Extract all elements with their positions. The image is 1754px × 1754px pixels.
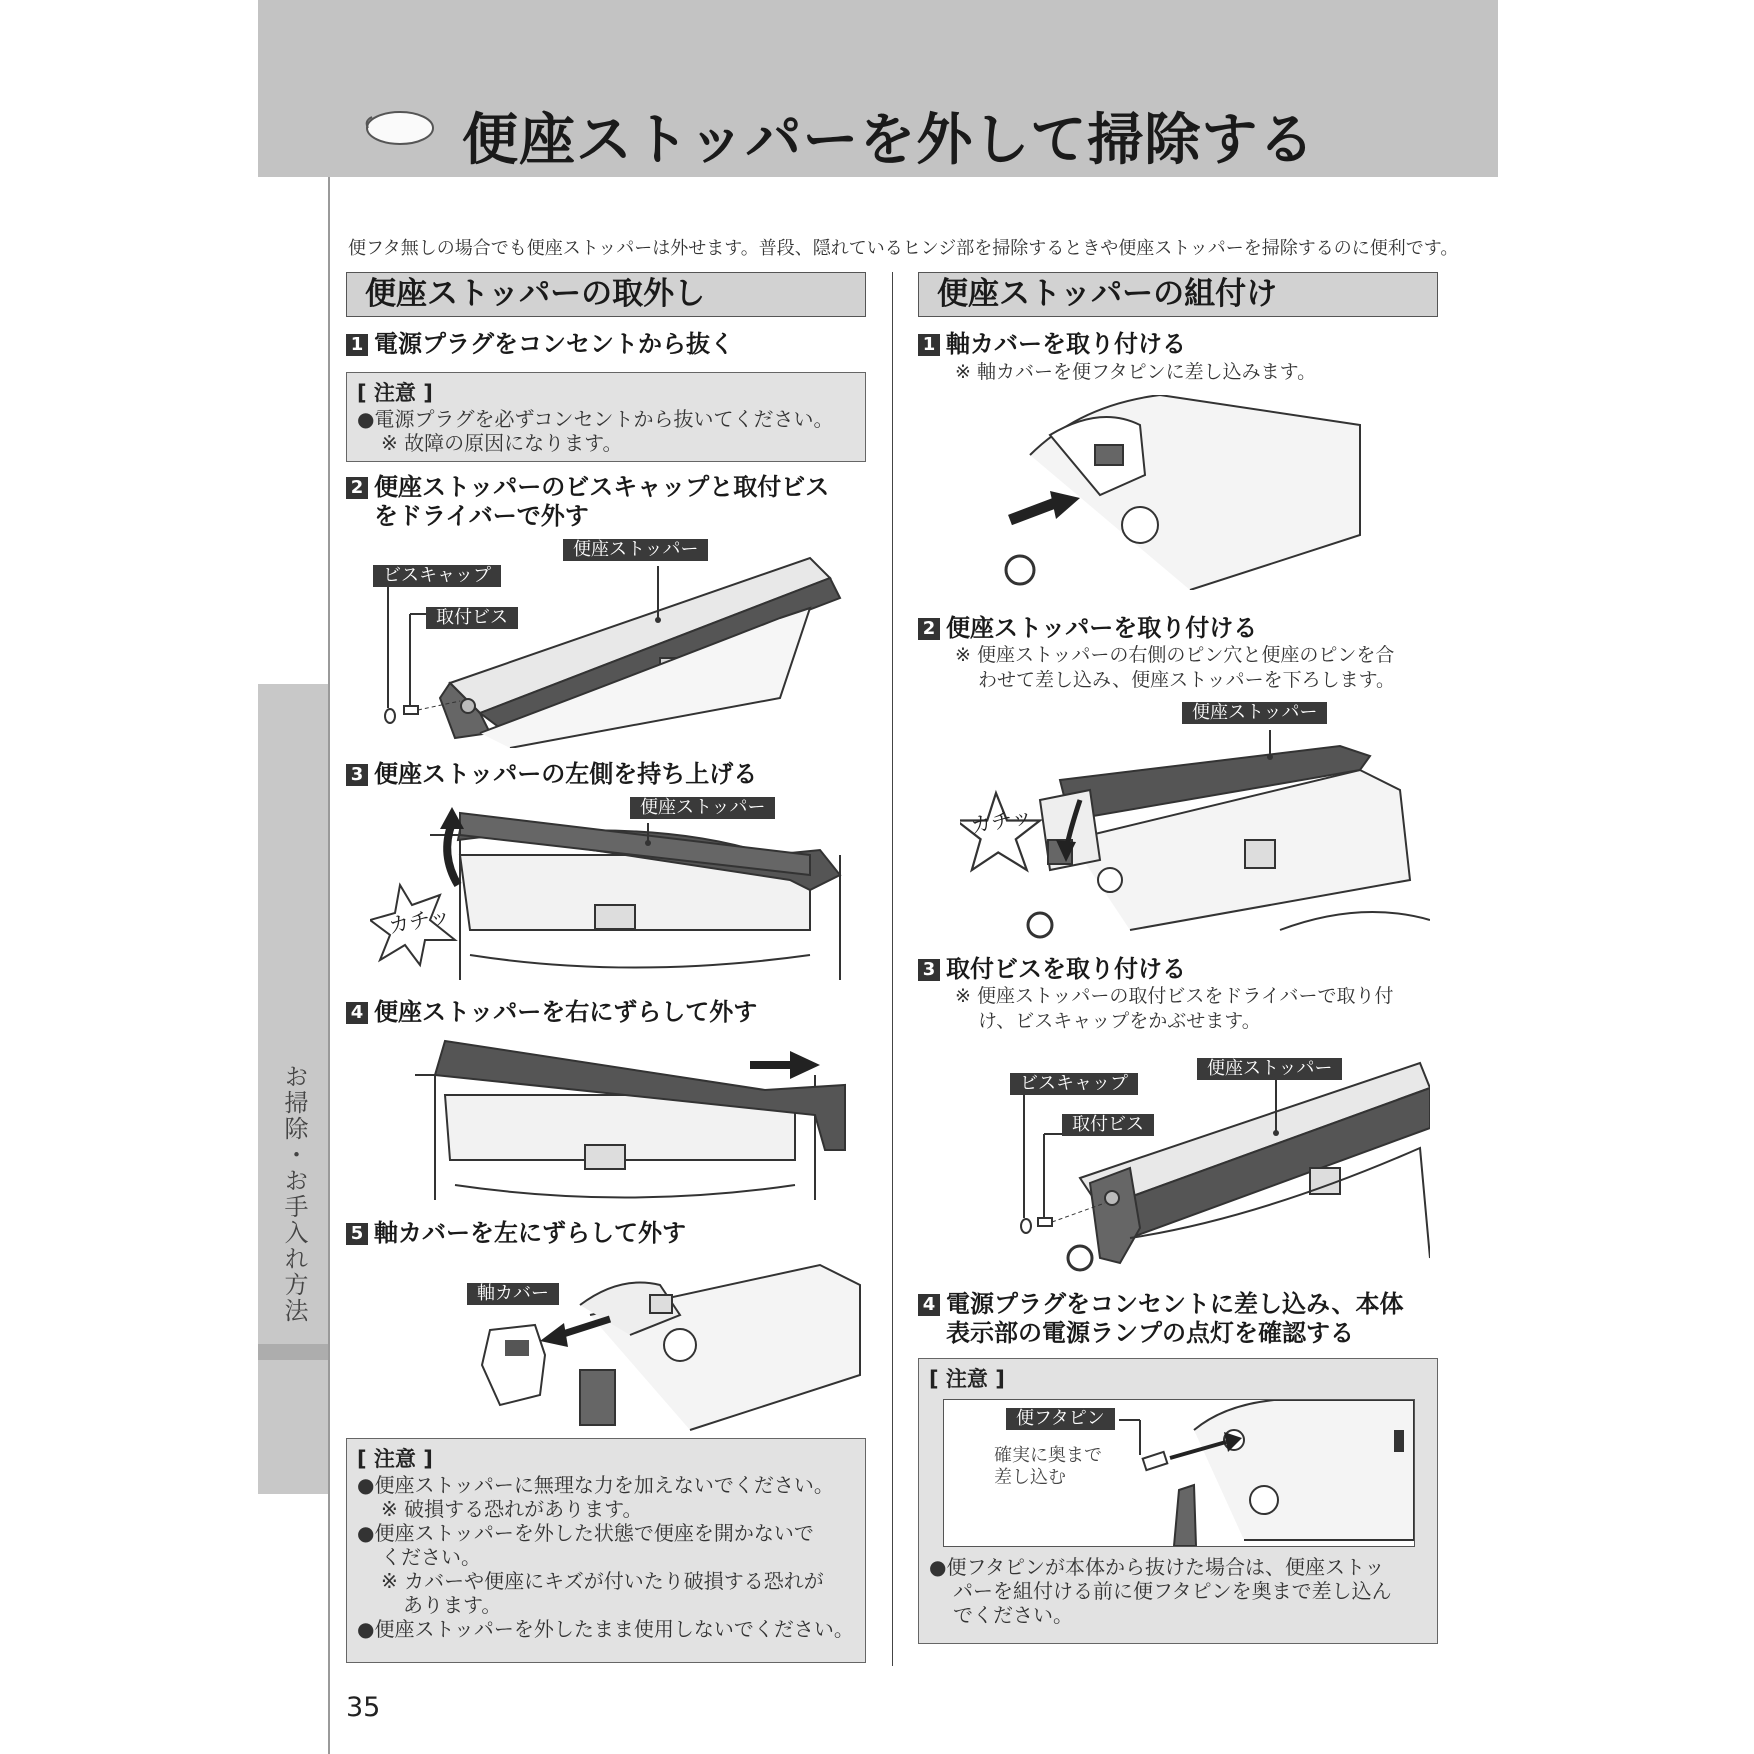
step-text: 便座ストッパーのビスキャップと取付ビス <box>374 473 830 501</box>
section-heading-removal: 便座ストッパーの取外し <box>346 272 866 317</box>
caution-line: ●便フタピンが本体から抜けた場合は、便座ストッ <box>929 1555 1385 1579</box>
step-number: 5 <box>346 1223 368 1245</box>
step-number: 4 <box>918 1294 940 1316</box>
step-text: 電源プラグをコンセントに差し込み、本体 <box>946 1290 1404 1318</box>
label-screw: 取付ビス <box>426 607 518 629</box>
step-text-2: をドライバーで外す <box>374 502 589 530</box>
figure-remove-cover <box>460 1255 870 1435</box>
step-text: 取付ビスを取り付ける <box>946 955 1186 983</box>
step-note: ※ 軸カバーを便フタピンに差し込みます。 <box>955 361 1317 383</box>
caution-line: パーを組付ける前に便フタピンを奥まで差し込ん <box>953 1579 1392 1603</box>
step-note: ※ 便座ストッパーの取付ビスをドライバーで取り付 <box>955 985 1394 1007</box>
column-divider <box>892 272 893 1666</box>
caution-box-1 <box>346 372 866 462</box>
caution-title: [ 注意 ] <box>357 1447 433 1471</box>
step-number: 3 <box>918 959 940 981</box>
left-step-2 <box>346 473 829 531</box>
toilet-seat-icon <box>362 107 436 149</box>
left-step-3 <box>346 760 757 789</box>
label-stopper: 便座ストッパー <box>630 797 775 819</box>
pin-note-line: 確実に奥まで <box>994 1445 1102 1466</box>
caution-line: でください。 <box>953 1603 1073 1627</box>
caution-line: ※ カバーや便座にキズが付いたり破損する恐れが <box>381 1569 824 1593</box>
caution-line: ください。 <box>381 1545 481 1569</box>
step-note: わせて差し込み、便座ストッパーを下ろします。 <box>978 669 1396 691</box>
right-step-4 <box>918 1290 1403 1348</box>
step-number: 3 <box>346 764 368 786</box>
figure-lift-stopper <box>370 795 860 980</box>
intro-text: 便フタ無しの場合でも便座ストッパーは外せます。普段、隠れているヒンジ部を掃除するときや便座ストッパーを掃除するのに便利です。 <box>348 238 1459 259</box>
side-tab-label: お掃除・お手入れ方法 <box>280 1064 308 1324</box>
label-lid-pin: 便フタピン <box>1006 1408 1115 1430</box>
left-step-1 <box>346 330 734 359</box>
step-number: 4 <box>346 1002 368 1024</box>
caution-line: ●電源プラグを必ずコンセントから抜いてください。 <box>357 407 834 431</box>
figure-attach-stopper <box>960 730 1430 940</box>
side-tab-stripe <box>258 1344 328 1360</box>
left-step-5 <box>346 1219 686 1248</box>
step-number: 2 <box>918 618 940 640</box>
label-screw-cap: ビスキャップ <box>1010 1073 1138 1095</box>
caution-line: ●便座ストッパーに無理な力を加えないでください。 <box>357 1473 834 1497</box>
click-text: カチッ <box>968 803 1035 839</box>
label-shaft-cover: 軸カバー <box>467 1283 559 1305</box>
pin-note-line: 差し込む <box>994 1467 1066 1488</box>
step-note: ※ 便座ストッパーの右側のピン穴と便座のピンを合 <box>955 644 1395 666</box>
label-stopper: 便座ストッパー <box>563 539 708 561</box>
pin-note <box>994 1445 1102 1489</box>
step-text: 便座ストッパーの左側を持ち上げる <box>374 760 758 788</box>
caution-line: ※ 故障の原因になります。 <box>381 431 623 455</box>
left-step-4 <box>346 998 757 1027</box>
step-number: 1 <box>918 334 940 356</box>
margin-rule <box>328 177 330 1754</box>
page-number: 35 <box>346 1692 381 1723</box>
step-text-2: 表示部の電源ランプの点灯を確認する <box>946 1319 1354 1347</box>
caution-line: ●便座ストッパーを外した状態で便座を開かないで <box>357 1521 814 1545</box>
section-heading-install: 便座ストッパーの組付け <box>918 272 1438 317</box>
caution-line: あります。 <box>403 1593 502 1617</box>
step-note: け、ビスキャップをかぶせます。 <box>978 1010 1261 1032</box>
label-stopper: 便座ストッパー <box>1182 702 1327 724</box>
caution-line: ※ 破損する恐れがあります。 <box>381 1497 643 1521</box>
figure-attach-cover <box>990 395 1370 590</box>
step-number: 2 <box>346 477 368 499</box>
right-step-1 <box>918 330 1186 359</box>
step-number: 1 <box>346 334 368 356</box>
caution-box-2 <box>346 1438 866 1663</box>
figure-slide-stopper <box>395 1035 855 1200</box>
right-step-2 <box>918 614 1257 643</box>
label-screw: 取付ビス <box>1062 1114 1154 1136</box>
caution-line: ●便座ストッパーを外したまま使用しないでください。 <box>357 1617 854 1641</box>
step-text: 軸カバーを取り付ける <box>946 330 1186 358</box>
caution-box-3 <box>918 1358 1438 1644</box>
pin-diagram <box>943 1399 1415 1547</box>
step-text: 便座ストッパーを取り付ける <box>946 614 1258 642</box>
label-stopper: 便座ストッパー <box>1197 1058 1342 1080</box>
page-title: 便座ストッパーを外して掃除する <box>462 108 1316 173</box>
step-text: 便座ストッパーを右にずらして外す <box>374 998 758 1026</box>
caution-title: [ 注意 ] <box>357 381 433 405</box>
caution-title: [ 注意 ] <box>929 1367 1005 1391</box>
label-screw-cap: ビスキャップ <box>373 565 501 587</box>
right-step-3 <box>918 955 1186 984</box>
click-text: カチッ <box>386 903 453 939</box>
step-text: 軸カバーを左にずらして外す <box>374 1219 686 1247</box>
step-text: 電源プラグをコンセントから抜く <box>374 330 734 358</box>
